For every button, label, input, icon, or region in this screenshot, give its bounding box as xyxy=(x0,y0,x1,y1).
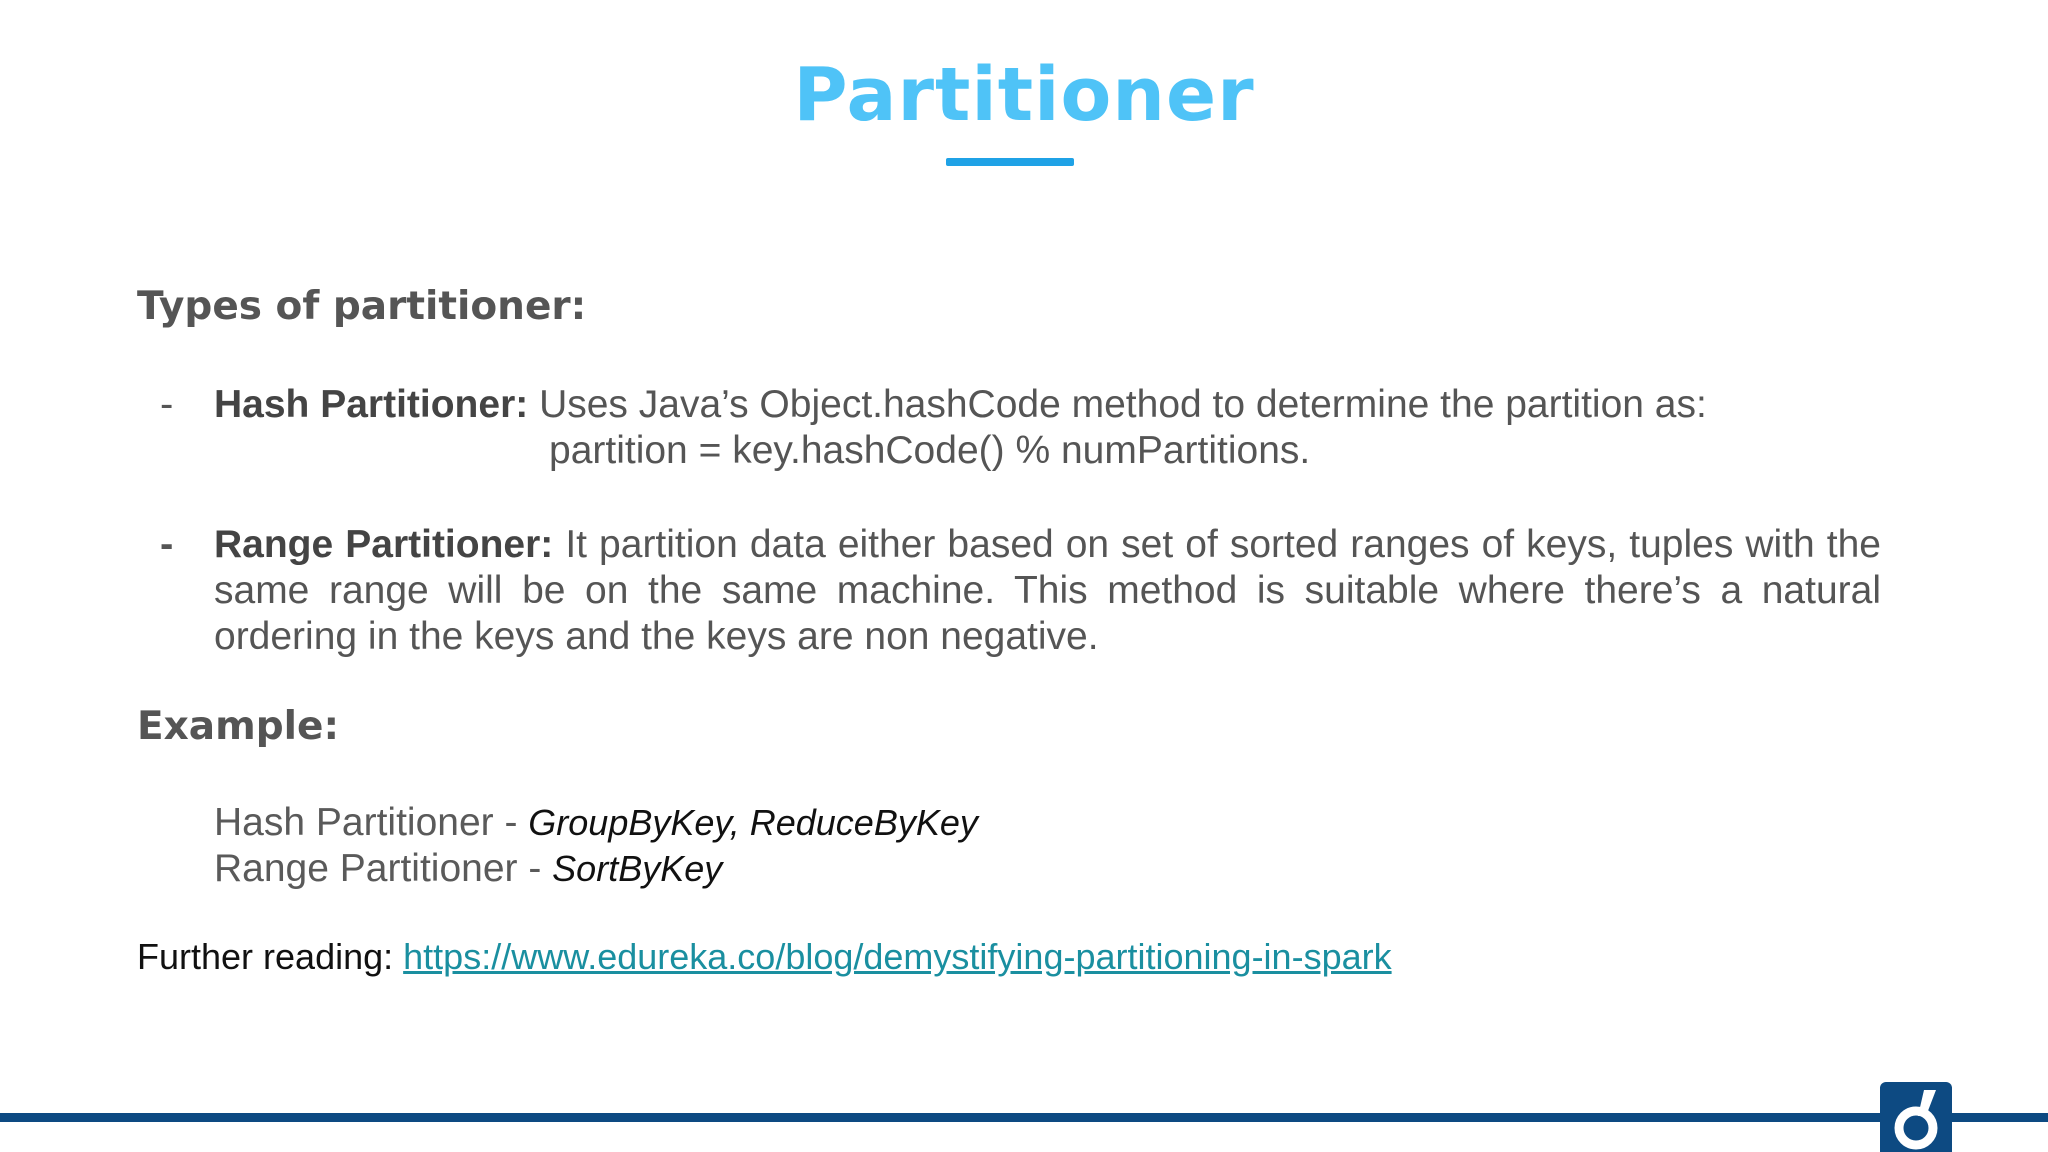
example-heading: Example: xyxy=(137,704,340,749)
example-range-label: Range Partitioner - xyxy=(214,847,553,890)
example-range-ops: SortByKey xyxy=(552,848,723,889)
range-partitioner-item xyxy=(214,522,1881,660)
hash-partitioner-item xyxy=(214,382,1707,428)
bullet-marker-range: - xyxy=(160,522,174,566)
range-partitioner-description: It partition data either based on set of sorted ranges of keys, tuples with the same range will be on the same machine. This method is suitable where there’s a natural ordering in the keys and the keys are non negative. xyxy=(214,523,1881,658)
example-hash-ops: GroupByKey, ReduceByKey xyxy=(528,802,978,843)
hash-partitioner-description: Uses Java’s Object.hashCode method to determine the partition as: xyxy=(528,383,1707,426)
example-range xyxy=(214,846,722,892)
example-hash xyxy=(214,800,978,846)
further-reading xyxy=(137,936,1392,978)
example-hash-label: Hash Partitioner - xyxy=(214,801,529,844)
footer-bar xyxy=(0,1113,2048,1122)
title-underline xyxy=(946,158,1074,166)
further-reading-link[interactable]: https://www.edureka.co/blog/demystifying-partitioning-in-spark xyxy=(403,936,1392,977)
hash-partitioner-formula: partition = key.hashCode() % numPartitions. xyxy=(549,429,1311,472)
logo-glyph xyxy=(1880,1082,1952,1152)
further-reading-label: Further reading: xyxy=(137,936,404,977)
page-title: Partitioner xyxy=(793,52,1255,138)
hash-partitioner-term: Hash Partitioner: xyxy=(214,383,529,426)
types-heading: Types of partitioner: xyxy=(137,284,587,329)
edureka-logo-icon xyxy=(1880,1082,1952,1152)
range-partitioner-term: Range Partitioner: xyxy=(214,523,554,566)
bullet-marker-hash: - xyxy=(160,382,174,426)
